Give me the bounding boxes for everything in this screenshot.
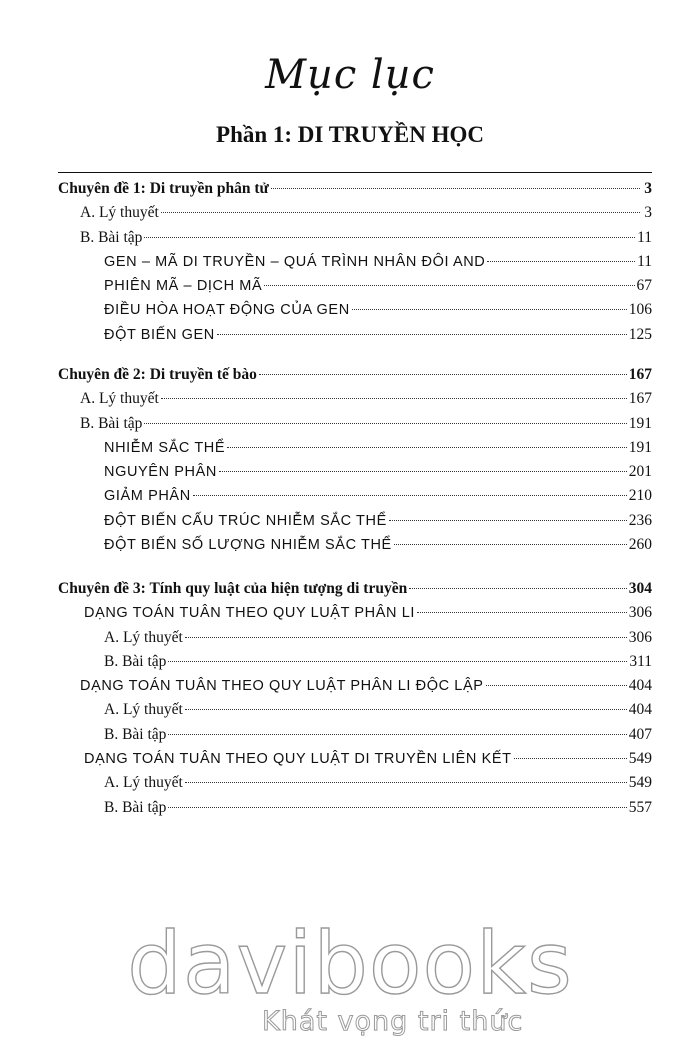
dot-leader <box>417 612 627 613</box>
dot-leader <box>264 285 634 286</box>
toc-entry-title: B. Bài tập <box>80 228 143 246</box>
dot-leader <box>185 782 627 783</box>
toc-entry-title: Chuyên đề 2: Di truyền tế bào <box>58 366 257 383</box>
toc-entry[interactable] <box>58 601 652 625</box>
toc-page-number: 67 <box>636 277 652 295</box>
toc-chapter-entry[interactable] <box>58 177 652 201</box>
toc-entry[interactable] <box>58 771 652 795</box>
toc-entry[interactable] <box>58 274 652 298</box>
toc-entry[interactable] <box>58 626 652 650</box>
part-title: Phần 1: DI TRUYỀN HỌC <box>216 122 484 147</box>
toc-page-number: 210 <box>628 487 652 505</box>
toc-entry-title: ĐỘT BIẾN SỐ LƯỢNG NHIỄM SẮC THỂ <box>104 537 392 554</box>
toc-page-number: 404 <box>628 701 652 719</box>
toc-entry-title: ĐIỀU HÒA HOẠT ĐỘNG CỦA GEN <box>104 302 350 319</box>
dot-leader <box>352 309 627 310</box>
toc-page-number: 306 <box>628 628 652 646</box>
toc-entry[interactable] <box>58 484 652 508</box>
toc-entry-title: B. Bài tập <box>104 652 167 670</box>
toc-section-1 <box>58 172 652 347</box>
dot-leader <box>185 637 627 638</box>
toc-entry-title: A. Lý thuyết <box>104 701 183 719</box>
toc-page-number: 191 <box>628 438 652 456</box>
toc-entry-title: NGUYÊN PHÂN <box>104 464 217 481</box>
dot-leader <box>487 261 635 262</box>
toc-entry[interactable] <box>58 460 652 484</box>
toc-page-number: 260 <box>628 536 652 554</box>
toc-entry[interactable] <box>58 387 652 411</box>
toc-entry-title: GIẢM PHÂN <box>104 488 191 505</box>
toc-entry[interactable] <box>58 674 652 698</box>
dot-leader <box>486 685 627 686</box>
toc-page-number: 11 <box>637 252 652 270</box>
toc-entry-title: A. Lý thuyết <box>104 628 183 646</box>
toc-entry[interactable] <box>58 298 652 322</box>
toc-page-number: 11 <box>637 228 652 246</box>
toc-page-number: 306 <box>628 604 652 622</box>
dot-leader <box>161 398 627 399</box>
toc-entry-title: DẠNG TOÁN TUÂN THEO QUY LUẬT PHÂN LI <box>84 605 416 622</box>
dot-leader <box>394 544 627 545</box>
toc-entry[interactable] <box>58 698 652 722</box>
toc-entry-title: A. Lý thuyết <box>80 390 159 408</box>
dot-leader <box>161 212 640 213</box>
toc-entry-title: Chuyên đề 3: Tính quy luật của hiện tượng di truyền <box>58 580 408 597</box>
toc-page-number: 167 <box>628 366 652 383</box>
toc-page-number: 549 <box>628 750 652 768</box>
toc-entry-title: B. Bài tập <box>104 725 167 743</box>
dot-leader <box>144 237 635 238</box>
toc-page-number: 3 <box>644 204 652 222</box>
watermark-tagline: Khát vọng tri thức <box>262 1006 524 1037</box>
toc-entry[interactable] <box>58 201 652 225</box>
toc-page-number: 311 <box>629 652 652 670</box>
toc-entry-title: ĐỘT BIẾN GEN <box>104 326 215 343</box>
toc-entry-title: B. Bài tập <box>104 798 167 816</box>
dot-leader <box>193 495 627 496</box>
dot-leader <box>227 447 627 448</box>
toc-page-number: 407 <box>628 725 652 743</box>
toc-chapter-entry[interactable] <box>58 363 652 387</box>
toc-entry[interactable] <box>58 412 652 436</box>
toc-page-number: 3 <box>644 180 652 197</box>
dot-leader <box>409 588 627 589</box>
watermark-logo <box>0 914 700 1014</box>
dot-leader <box>185 709 627 710</box>
dot-leader <box>217 334 627 335</box>
toc-heading: Mục lục <box>265 52 435 98</box>
toc-page-number: 167 <box>628 390 652 408</box>
watermark-brand: davibooks <box>127 914 573 1014</box>
toc-page-number: 304 <box>628 580 652 597</box>
toc-entry[interactable] <box>58 533 652 557</box>
toc-entry[interactable] <box>58 650 652 674</box>
toc-page-number: 557 <box>628 798 652 816</box>
toc-section-3 <box>58 577 652 820</box>
toc-entry-title: A. Lý thuyết <box>80 204 159 222</box>
dot-leader <box>219 471 627 472</box>
toc-entry[interactable] <box>58 747 652 771</box>
toc-page-number: 236 <box>628 511 652 529</box>
toc-entry[interactable] <box>58 226 652 250</box>
toc-page-number: 549 <box>628 774 652 792</box>
toc-entry[interactable] <box>58 436 652 460</box>
toc-entry-title: Chuyên đề 1: Di truyền phân tử <box>58 180 269 197</box>
dot-leader <box>389 520 627 521</box>
dot-leader <box>514 758 627 759</box>
toc-page-number: 106 <box>628 301 652 319</box>
dot-leader <box>168 734 626 735</box>
toc-entry[interactable] <box>58 509 652 533</box>
toc-entry-title: DẠNG TOÁN TUÂN THEO QUY LUẬT PHÂN LI ĐỘC LẬP <box>80 678 484 695</box>
toc-entry-title: DẠNG TOÁN TUÂN THEO QUY LUẬT DI TRUYỀN LIÊN KẾT <box>84 751 512 768</box>
toc-entry[interactable] <box>58 250 652 274</box>
toc-page-number: 125 <box>628 325 652 343</box>
toc-entry-title: GEN – MÃ DI TRUYỀN – QUÁ TRÌNH NHÂN ĐÔI AND <box>104 253 486 270</box>
dot-leader <box>271 188 640 189</box>
toc-page-number: 404 <box>628 677 652 695</box>
toc-entry-title: A. Lý thuyết <box>104 774 183 792</box>
toc-page-number: 201 <box>628 463 652 481</box>
toc-entry[interactable] <box>58 323 652 347</box>
toc-entry-title: ĐỘT BIẾN CẤU TRÚC NHIỄM SẮC THỂ <box>104 512 387 529</box>
dot-leader <box>168 661 627 662</box>
toc-section-2 <box>58 363 652 557</box>
toc-entry-title: NHIỄM SẮC THỂ <box>104 439 226 456</box>
toc-page-number: 191 <box>628 414 652 432</box>
toc-entry[interactable] <box>58 796 652 820</box>
dot-leader <box>168 807 626 808</box>
toc-entry-title: PHIÊN MÃ – DỊCH MÃ <box>104 278 263 295</box>
dot-leader <box>144 423 626 424</box>
toc-entry-title: B. Bài tập <box>80 414 143 432</box>
toc-chapter-entry[interactable] <box>58 577 652 601</box>
dot-leader <box>259 374 627 375</box>
toc-entry[interactable] <box>58 723 652 747</box>
